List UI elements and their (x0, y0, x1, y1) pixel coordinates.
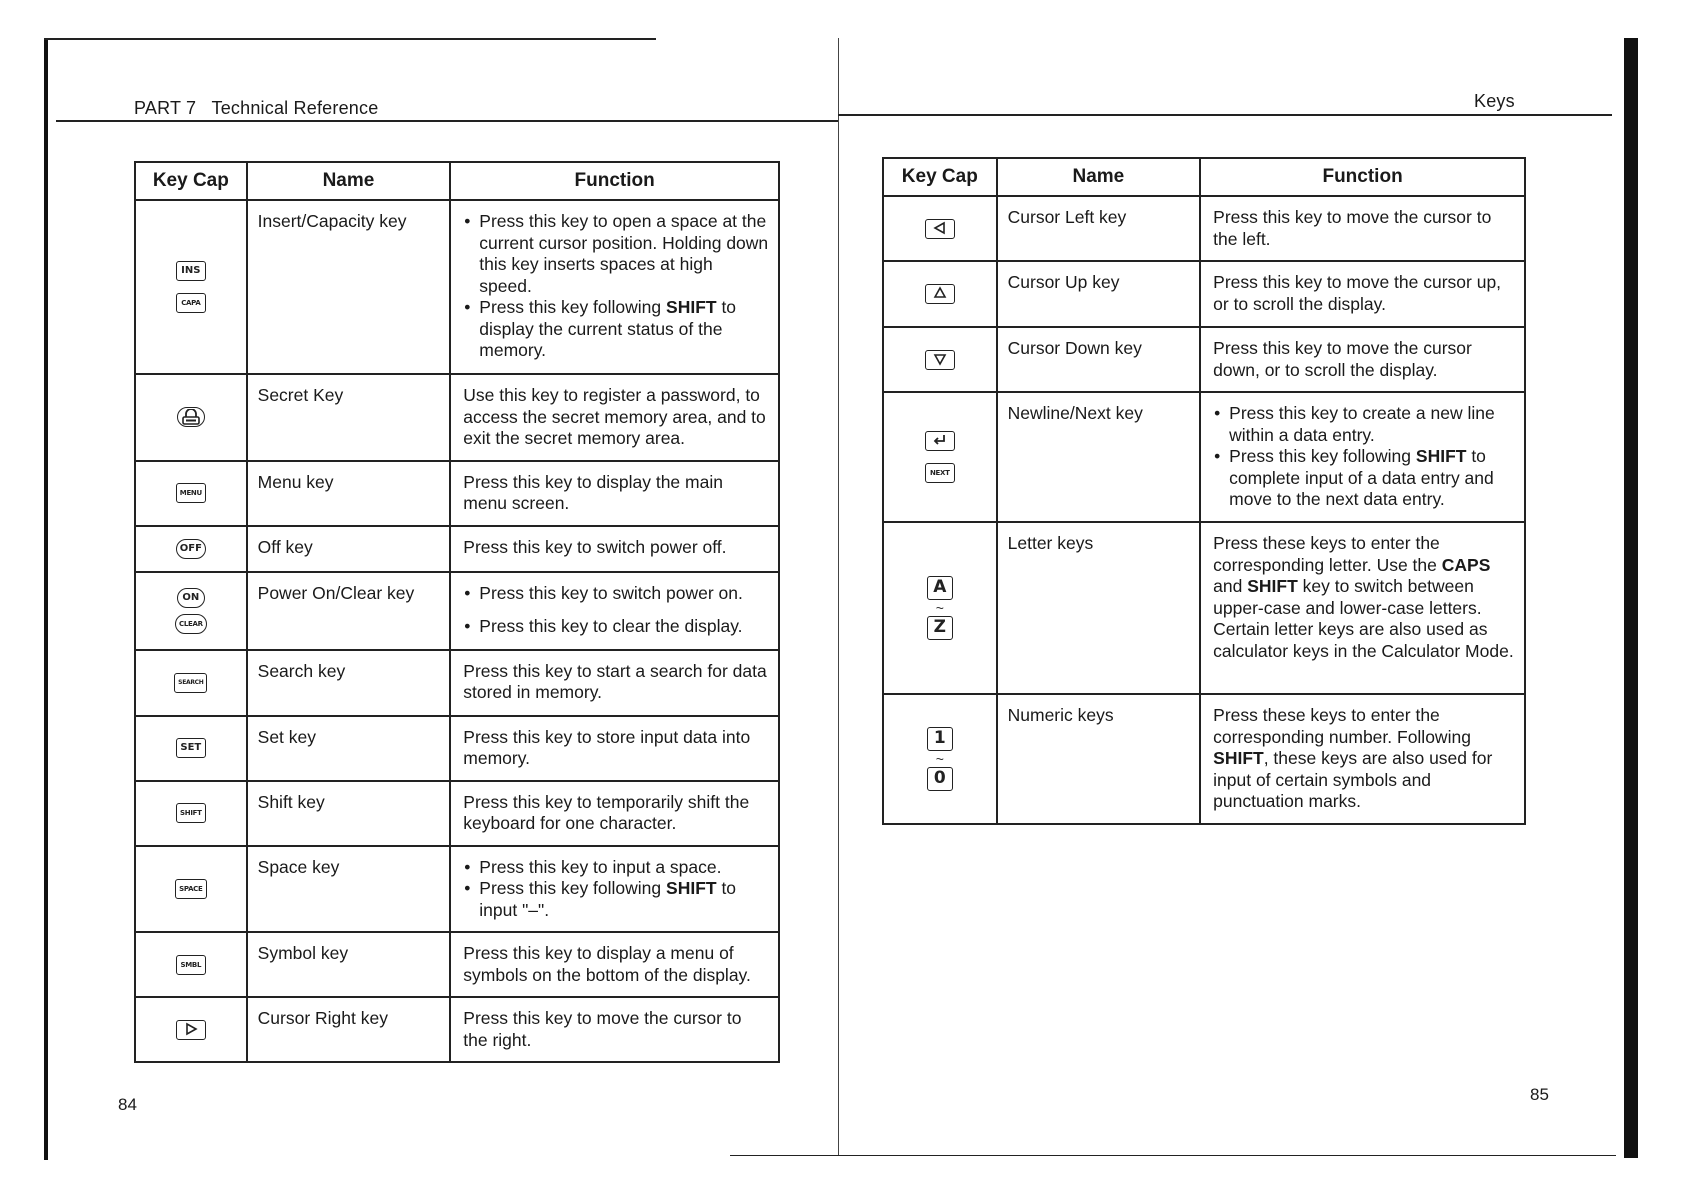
key-name: Letter keys (997, 522, 1201, 694)
key-function: Press these keys to enter the corresponding letter. Use the CAPS and SHIFT key to switch between upper-case and lower-case letters. Certain letter keys are also used as calculator keys in the Calculator Mode. (1200, 522, 1525, 694)
range-mark: ~ (935, 750, 944, 767)
table-row (135, 650, 779, 716)
function-bullet: • Press this key to switch power on. (479, 583, 770, 605)
key-cap-cell (135, 461, 247, 526)
table-row (883, 522, 1525, 694)
page-edge-shadow (1624, 38, 1638, 1158)
key-name: Cursor Up key (997, 261, 1201, 327)
key-cap-cell (883, 196, 997, 261)
clear-key-cap: CLEAR (175, 614, 207, 634)
key-function: Press this key to move the cursor down, or to scroll the display. (1200, 327, 1525, 392)
right-triangle-icon (176, 1020, 206, 1040)
table-row (135, 846, 779, 933)
key-function: Press this key to start a search for data stored in memory. (450, 650, 779, 716)
col-key-cap: Key Cap (135, 162, 247, 200)
key-table-right (882, 157, 1526, 825)
key-name: Set key (247, 716, 451, 781)
table-row (135, 932, 779, 997)
key-name: Search key (247, 650, 451, 716)
key-function: Press this key to switch power off. (450, 526, 779, 572)
range-mark: ~ (935, 600, 944, 616)
z-key-cap: Z (927, 616, 953, 640)
one-key-cap: 1 (927, 727, 953, 751)
left-triangle-icon (925, 219, 955, 239)
key-name: Menu key (247, 461, 451, 526)
top-rule (44, 38, 656, 40)
col-function: Function (450, 162, 779, 200)
function-bullet: • Press this key to open a space at the current cursor position. Holding down this key inserts spaces at high speed. (479, 211, 770, 297)
key-cap-cell (135, 716, 247, 781)
key-cap-cell (883, 392, 997, 522)
table-row (135, 716, 779, 781)
key-name: Space key (247, 846, 451, 933)
key-function: Press this key to move the cursor to the left. (1200, 196, 1525, 261)
function-bullet: • Press this key following SHIFT to complete input of a data entry and move to the next data entry. (1229, 446, 1516, 511)
key-name: Newline/Next key (997, 392, 1201, 522)
key-name: Off key (247, 526, 451, 572)
function-bullet: • Press this key to clear the display. (479, 616, 770, 638)
page-number: 85 (1530, 1085, 1549, 1104)
space-key-cap: SPACE (175, 879, 206, 899)
set-key-cap: SET (176, 738, 206, 758)
table-row (135, 374, 779, 461)
key-function (450, 846, 779, 933)
table-row (135, 572, 779, 650)
table-row (135, 200, 779, 374)
capa-key-cap: CAPA (176, 293, 206, 313)
right-page (838, 0, 1684, 1192)
key-cap-cell (883, 327, 997, 392)
key-function: Press these keys to enter the corresponding number. Following SHIFT, these keys are also used for input of certain symbols and punctuation marks. (1200, 694, 1525, 824)
key-cap-cell (135, 781, 247, 846)
key-cap-cell (135, 846, 247, 933)
key-cap-cell (135, 572, 247, 650)
ins-key-cap: INS (176, 261, 206, 281)
key-cap-cell (883, 522, 997, 694)
a-key-cap: A (927, 576, 953, 600)
key-table-left (134, 161, 780, 1063)
up-triangle-icon (925, 284, 955, 304)
table-row (883, 327, 1525, 392)
key-name: Symbol key (247, 932, 451, 997)
off-key-cap: OFF (176, 539, 206, 559)
running-header: Keys (1474, 91, 1515, 111)
next-key-cap: NEXT (925, 463, 955, 483)
section-title: Technical Reference (211, 98, 379, 118)
table-header-row (883, 158, 1525, 196)
key-name: Shift key (247, 781, 451, 846)
col-name: Name (997, 158, 1201, 196)
table-row (135, 526, 779, 572)
table-row (135, 461, 779, 526)
key-function: Press this key to move the cursor up, or to scroll the display. (1200, 261, 1525, 327)
key-name: Secret Key (247, 374, 451, 461)
on-key-cap: ON (177, 588, 205, 608)
key-function (1200, 392, 1525, 522)
key-function: Press this key to move the cursor to the right. (450, 997, 779, 1062)
left-page (0, 0, 838, 1192)
key-function: Press this key to store input data into memory. (450, 716, 779, 781)
key-name: Cursor Left key (997, 196, 1201, 261)
key-function (450, 572, 779, 650)
table-header-row (135, 162, 779, 200)
key-cap-cell (135, 200, 247, 374)
gutter-line (838, 38, 839, 1156)
down-triangle-icon (925, 350, 955, 370)
key-function: Press this key to temporarily shift the keyboard for one character. (450, 781, 779, 846)
key-cap-cell (135, 374, 247, 461)
col-function: Function (1200, 158, 1525, 196)
symbol-key-cap: SMBL (176, 955, 206, 975)
header-rule (838, 114, 1612, 116)
key-cap-cell (135, 932, 247, 997)
key-cap-cell (883, 261, 997, 327)
page-number: 84 (118, 1095, 137, 1114)
key-cap-cell (135, 997, 247, 1062)
table-row (883, 694, 1525, 824)
key-function: Press this key to display a menu of symbols on the bottom of the display. (450, 932, 779, 997)
key-function: Use this key to register a password, to access the secret memory area, and to exit the secret memory area. (450, 374, 779, 461)
key-name: Insert/Capacity key (247, 200, 451, 374)
table-row (883, 196, 1525, 261)
page-edge-shadow (44, 40, 48, 1160)
part-label: PART 7 (134, 98, 197, 118)
key-function: Press this key to display the main menu screen. (450, 461, 779, 526)
return-arrow-icon (925, 431, 955, 451)
table-row (135, 997, 779, 1062)
function-bullet: • Press this key to create a new line within a data entry. (1229, 403, 1516, 446)
table-row (135, 781, 779, 846)
bottom-rule (838, 1155, 1616, 1156)
padlock-key-icon (177, 407, 205, 427)
shift-key-cap: SHIFT (176, 803, 206, 823)
key-cap-cell (883, 694, 997, 824)
key-name: Cursor Down key (997, 327, 1201, 392)
col-key-cap: Key Cap (883, 158, 997, 196)
table-row (883, 392, 1525, 522)
function-bullet: • Press this key following SHIFT to display the current status of the memory. (479, 297, 770, 362)
key-name: Cursor Right key (247, 997, 451, 1062)
menu-key-cap: MENU (176, 483, 206, 503)
table-row (883, 261, 1525, 327)
col-name: Name (247, 162, 451, 200)
bottom-rule (730, 1155, 838, 1156)
zero-key-cap: 0 (927, 767, 953, 791)
key-cap-cell (135, 526, 247, 572)
search-key-cap: SEARCH (174, 673, 207, 693)
key-name: Power On/Clear key (247, 572, 451, 650)
header-rule (56, 120, 838, 122)
key-function (450, 200, 779, 374)
function-bullet: • Press this key following SHIFT to input "–". (479, 878, 770, 921)
key-name: Numeric keys (997, 694, 1201, 824)
key-cap-cell (135, 650, 247, 716)
running-header (134, 98, 378, 119)
function-bullet: • Press this key to input a space. (479, 857, 770, 879)
